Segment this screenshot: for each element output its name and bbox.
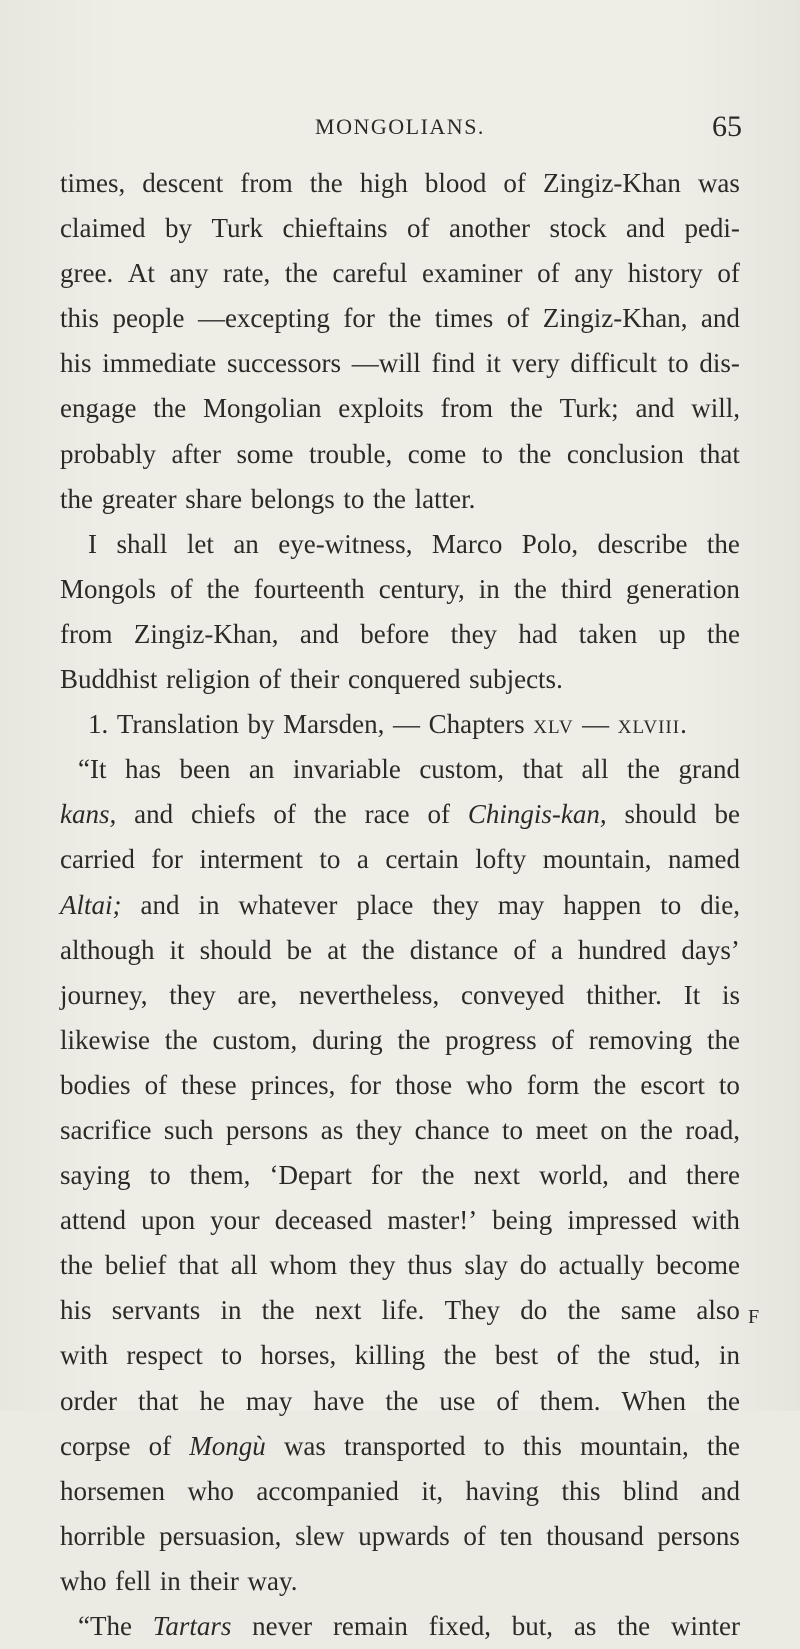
text-line: from Zingiz-Khan, and before they had taken up the (60, 618, 740, 649)
text-line: the greater share belongs to the latter. (60, 483, 476, 514)
text-line: sacrifice such persons as they chance to meet on the road, (60, 1114, 740, 1145)
text-line: Mongols of the fourteenth century, in the third generation (60, 573, 740, 604)
text-line: corpse of Mongù was transported to this mountain, the (60, 1430, 740, 1461)
text-line: his servants in the next life. They do the same also (60, 1295, 740, 1326)
page-header (60, 112, 740, 146)
text-line: this people —excepting for the times of Zingiz-Khan, and (60, 303, 740, 334)
text-line: probably after some trouble, come to the conclusion that (60, 438, 740, 469)
text-line: although it should be at the distance of a hundred days’ (60, 934, 740, 965)
text-line: Altai; and in whatever place they may happen to die, (60, 889, 740, 920)
text-line: “The Tartars never remain fixed, but, as the winter (78, 1611, 740, 1641)
text-line: his immediate successors —will find it very difficult to dis- (60, 348, 740, 379)
text-line: engage the Mongolian exploits from the Turk; and will, (60, 393, 740, 424)
body-text (60, 161, 740, 1649)
text-line: saying to them, ‘Depart for the next world, and there (60, 1160, 740, 1191)
text-line: horsemen who accompanied it, having this blind and (60, 1475, 740, 1506)
text-line: I shall let an eye-witness, Marco Polo, describe the (88, 528, 740, 559)
running-head: MONGOLIANS. (315, 114, 485, 139)
text-line: Buddhist religion of their conquered subjects. (60, 664, 563, 695)
text-line: kans, and chiefs of the race of Chingis-kan, should be (60, 799, 740, 830)
text-line: bodies of these princes, for those who form the escort to (60, 1069, 740, 1100)
text-line: who fell in their way. (60, 1565, 298, 1596)
text-line: “It has been an invariable custom, that all the grand (78, 754, 740, 785)
text-line: gree. At any rate, the careful examiner of any history of (60, 258, 740, 289)
text-line: with respect to horses, killing the best of the stud, in (60, 1340, 740, 1371)
text-line: attend upon your deceased master!’ being impressed with (60, 1205, 740, 1236)
text-line: horrible persuasion, slew upwards of ten thousand persons (60, 1520, 740, 1551)
text-line: 1. Translation by Marsden, — Chapters xlv — xlviii. (88, 709, 688, 740)
text-line: carried for interment to a certain lofty mountain, named (60, 844, 740, 875)
text-line: order that he may have the use of them. When the (60, 1385, 740, 1416)
page-number: 65 (712, 110, 742, 143)
text-line: journey, they are, nevertheless, conveyed thither. It is (60, 979, 740, 1010)
text-line: likewise the custom, during the progress of removing the (60, 1024, 740, 1055)
signature-mark: F (748, 1306, 760, 1328)
text-line: times, descent from the high blood of Zingiz-Khan was (60, 168, 740, 198)
text-line: claimed by Turk chieftains of another stock and pedi- (60, 213, 740, 244)
text-line: the belief that all whom they thus slay do actually become (60, 1250, 740, 1281)
